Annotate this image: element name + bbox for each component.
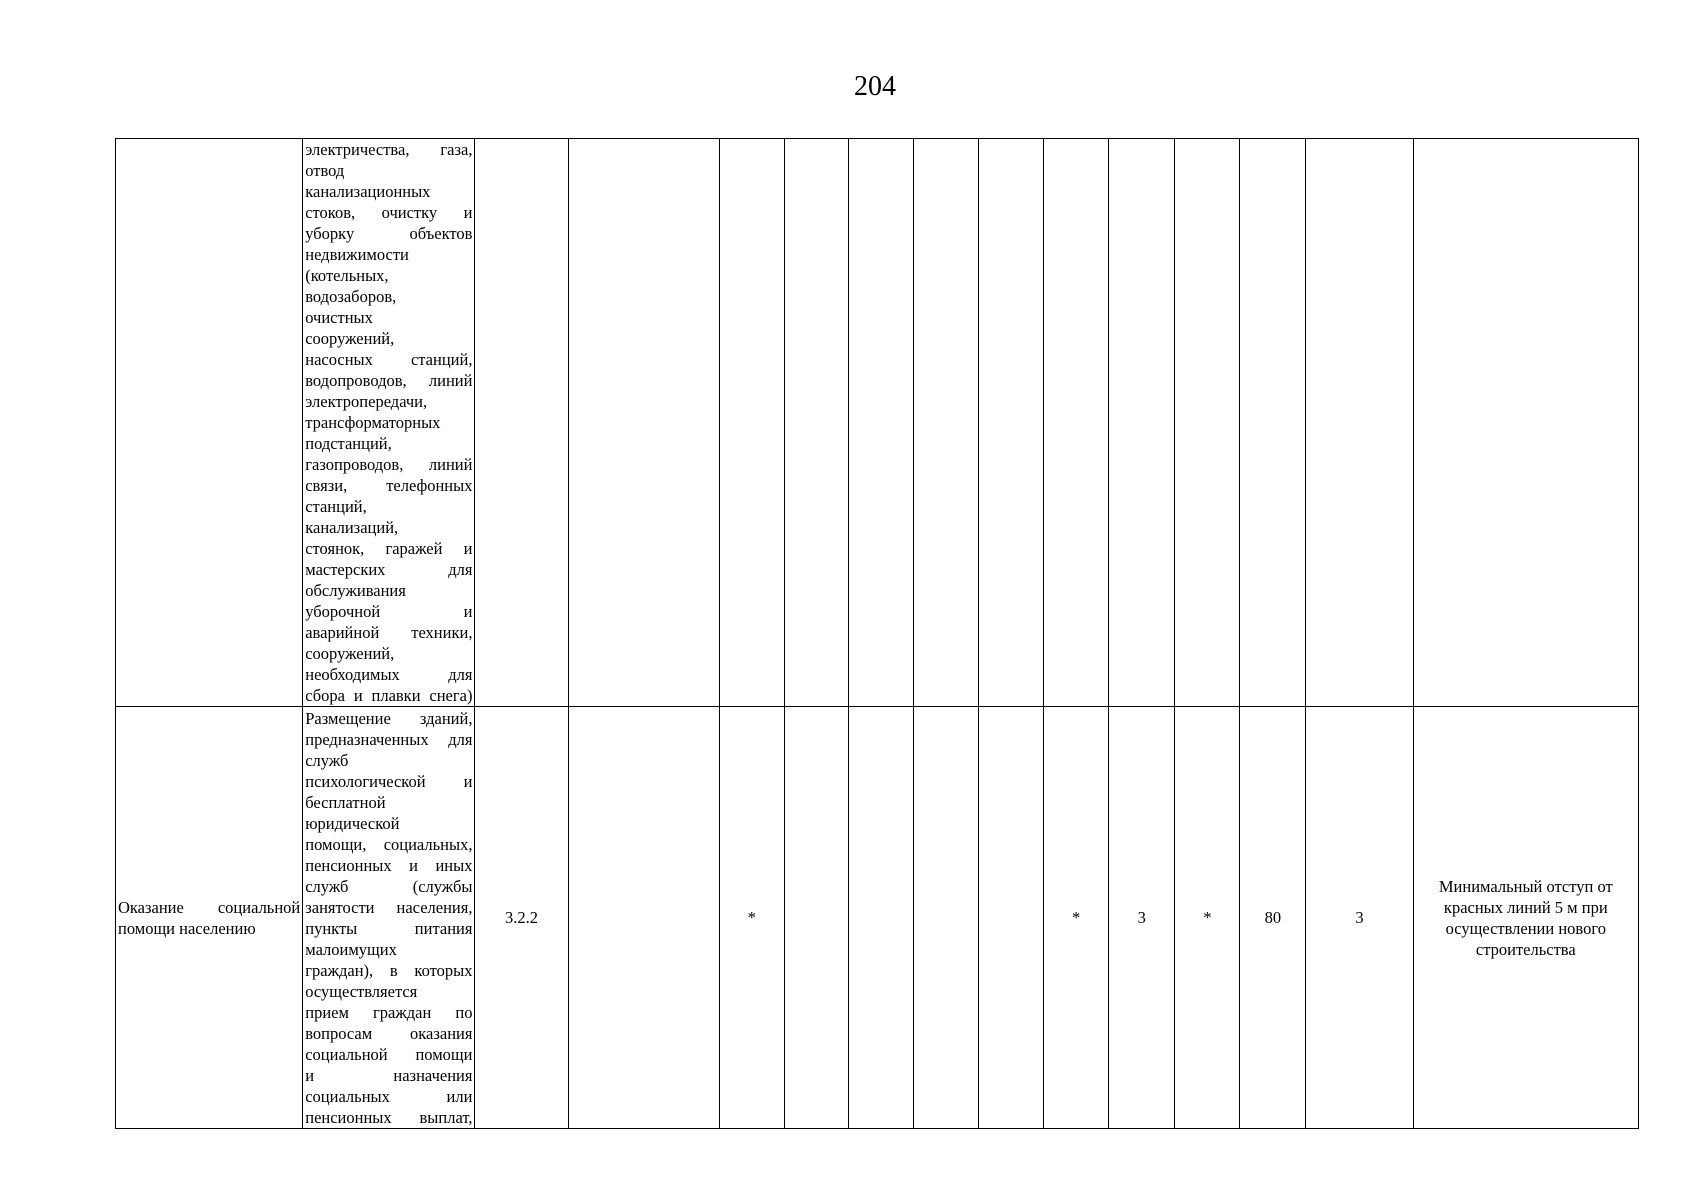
param-cell-c13 [1240,139,1306,707]
param-cell-c7 [848,707,913,1129]
description-line: Размещение зданий, [305,708,473,728]
description-line: сооружений, [305,329,395,348]
use-code-cell: 3.2.2 [475,707,568,1129]
param-cell-c12 [1175,139,1240,707]
description-line: занятости населения, [305,897,473,917]
description-line: осуществляется [305,981,418,1001]
description-line: юридической [305,813,400,833]
description-line: сбора и плавки снега) [305,686,473,705]
param-cell-c12: * [1175,707,1240,1129]
param-cell-c5: * [719,707,784,1129]
param-cell-c14 [1306,139,1413,707]
table-row [116,139,1639,707]
description-line: служб [305,750,349,770]
description-line: предназначенных для [305,729,473,749]
note-cell [1413,139,1638,707]
param-cell-c5 [719,139,784,707]
description-line: канализационных [305,182,431,201]
description-line: психологической и [305,771,473,791]
param-cell-c13: 80 [1240,707,1306,1129]
param-cell-c7 [848,139,913,707]
description-line: пункты питания [305,918,473,938]
param-cell-c10 [1044,139,1109,707]
param-cell-c8 [913,139,978,707]
description-line: малоимущих [305,939,397,959]
description-line: подстанций, [305,434,392,453]
param-cell-c8 [913,707,978,1129]
description-line: социальной помощи [305,1044,473,1064]
description-line: трансформаторных [305,413,441,432]
description-line: уборку объектов [305,224,473,243]
param-cell-c9 [979,707,1044,1129]
description-line: обслуживания [305,581,406,600]
use-description-cell [303,707,475,1129]
param-cell-c11 [1109,139,1175,707]
param-cell-c14: 3 [1306,707,1413,1129]
description-line: станций, [305,497,367,516]
description-line: насосных станций, [305,350,473,369]
table-row [116,707,1639,1129]
description-line: недвижимости [305,245,409,264]
description-line: связи, телефонных [305,476,473,495]
description-line: помощи, социальных, [305,834,473,854]
description-line: необходимых для [305,665,473,684]
use-code-cell [475,139,568,707]
param-cell-c11: 3 [1109,707,1175,1129]
description-line: бесплатной [305,792,386,812]
zoning-table [115,138,1639,1129]
description-line: газопроводов, линий [305,455,473,474]
note-cell: Минимальный отступ от красных линий 5 м при осуществлении нового строительства [1413,707,1638,1129]
description-line: водозаборов, [305,287,397,306]
param-cell-c4 [568,139,719,707]
description-line: социальных или [305,1086,473,1106]
description-line: прием граждан по [305,1002,473,1022]
description-line: пенсионных выплат, [305,1107,473,1127]
param-cell-c4 [568,707,719,1129]
description-line: и назначения [305,1065,473,1085]
description-line: вопросам оказания [305,1023,473,1043]
param-cell-c6 [784,707,848,1129]
description-line: стоков, очистку и [305,203,473,222]
description-line: сооружений, [305,644,395,663]
page-number: 204 [854,71,896,102]
param-cell-c6 [784,139,848,707]
description-line: электричества, газа, [305,140,473,159]
param-cell-c10: * [1044,707,1109,1129]
description-line: (котельных, [305,266,389,285]
use-description-cell [303,139,475,707]
description-line: граждан), в которых [305,960,473,980]
use-name-cell: Оказание социальной помощи населению [116,707,303,1129]
description-line: пенсионных и иных [305,855,473,875]
use-name-cell [116,139,303,707]
description-line: отвод [305,161,345,180]
param-cell-c9 [979,139,1044,707]
description-line: аварийной техники, [305,623,473,642]
description-line: очистных [305,308,373,327]
description-line: стоянок, гаражей и [305,539,473,558]
description-line: уборочной и [305,602,473,621]
description-line: служб (службы [305,876,473,896]
description-line: мастерских для [305,560,473,579]
description-line: канализаций, [305,518,399,537]
description-line: электропередачи, [305,392,428,411]
description-line: водопроводов, линий [305,371,473,390]
